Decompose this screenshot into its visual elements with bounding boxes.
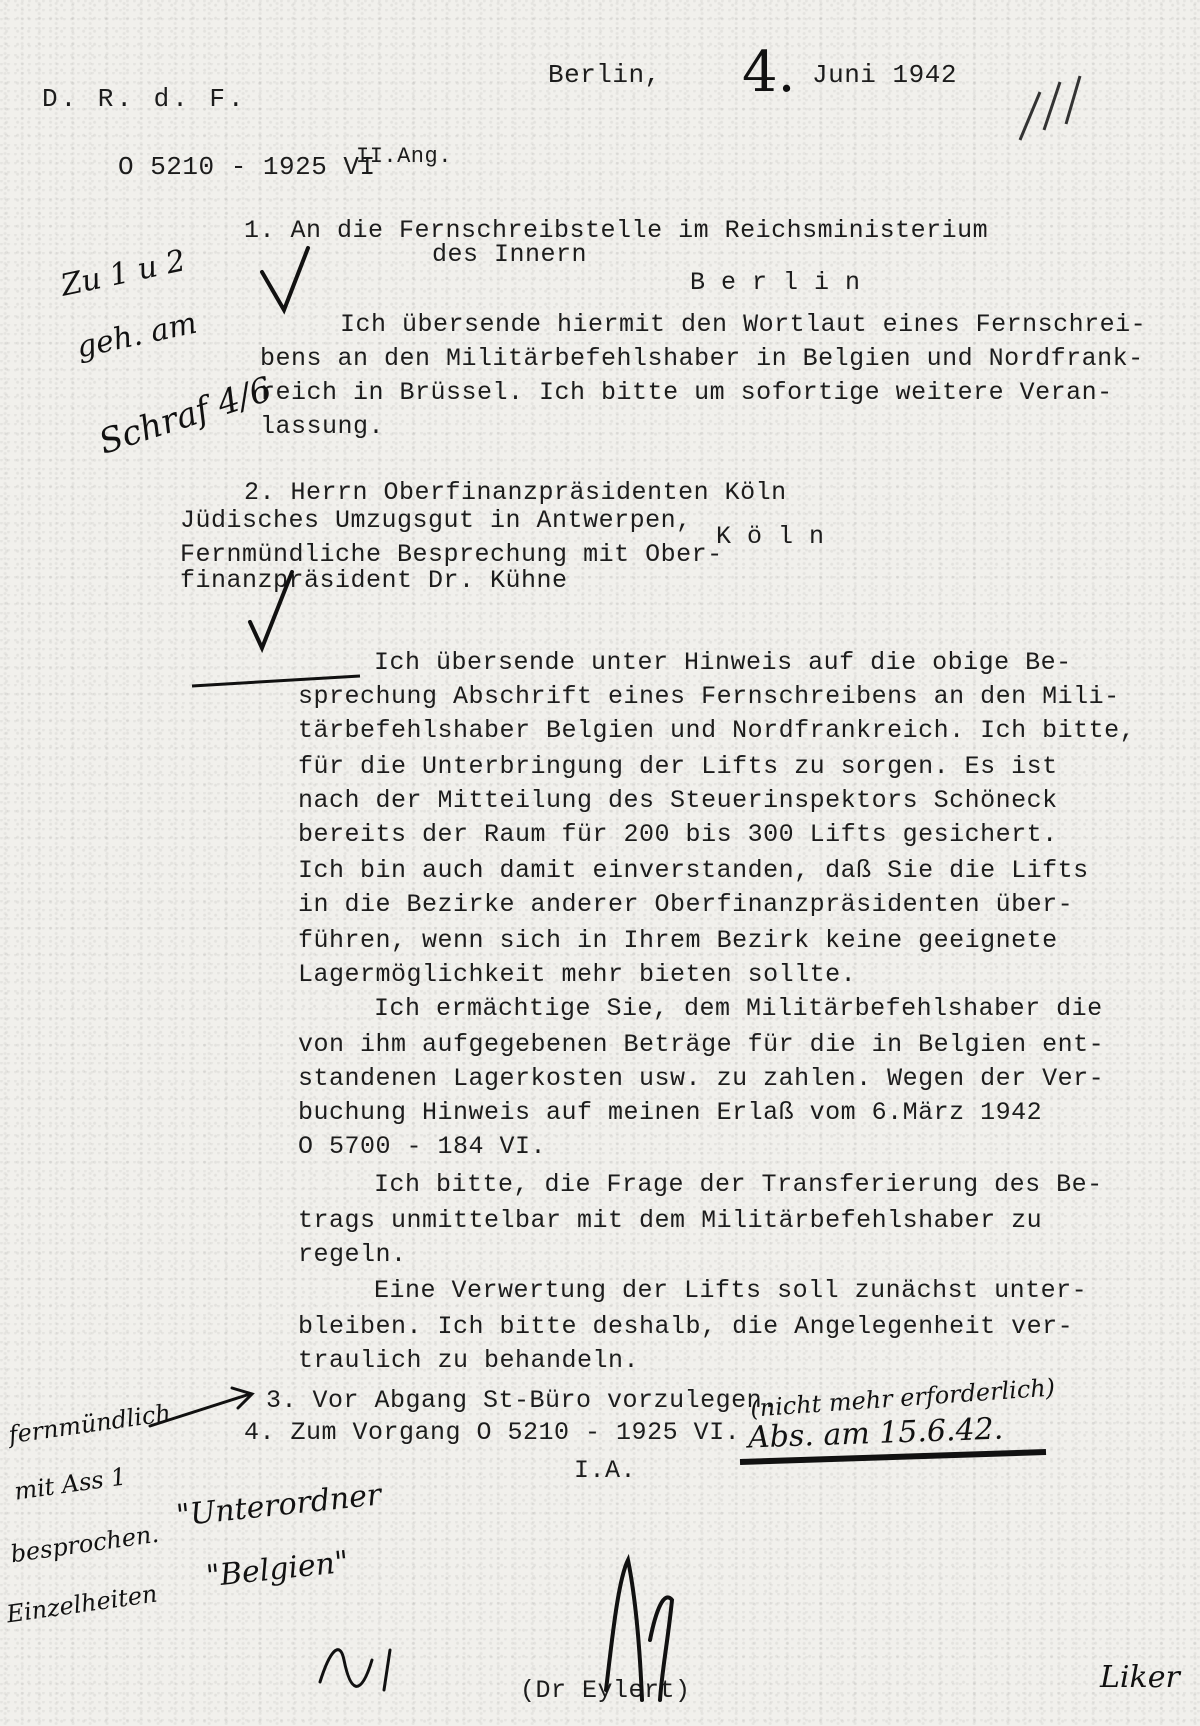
item1-body-line: lassung. (260, 412, 385, 441)
item1-heading: 1. An die Fernschreibstelle im Reichsministerium (244, 216, 989, 245)
item2-body-line: regeln. (298, 1240, 407, 1269)
item2-body-line: für die Unterbringung der Lifts zu sorgen. Es ist (298, 752, 1058, 781)
date-month-year: Juni 1942 (812, 60, 957, 90)
item1-city: B e r l i n (690, 268, 861, 297)
reference-number: O 5210 - 1925 VI (118, 152, 376, 182)
handwritten-note-bottom-middle: "Unterordner (174, 1477, 383, 1534)
arrow-icon (150, 1388, 252, 1426)
check-mark-icon (250, 572, 292, 648)
item2-body-line: Ich übersende unter Hinweis auf die obige Be- (374, 648, 1072, 677)
item4-line: 4. Zum Vorgang O 5210 - 1925 VI. (244, 1418, 741, 1447)
item2-body-line: Lagermöglichkeit mehr bieten sollte. (298, 960, 857, 989)
handwritten-initials-bottom-right: Liker (1100, 1660, 1180, 1695)
item1-body-line: bens an den Militärbefehlshaber in Belgien und Nordfrank- (260, 344, 1144, 373)
item2-body-line: tärbefehlshaber Belgien und Nordfrankreich. Ich bitte, (298, 716, 1136, 745)
initials-scribble (320, 1650, 390, 1690)
handwritten-note-left: Zu 1 u 2 (57, 243, 189, 304)
item2-body-line: O 5700 - 184 VI. (298, 1132, 547, 1161)
item2-body-line: Eine Verwertung der Lifts soll zunächst unter- (374, 1276, 1088, 1305)
handwritten-note-bottom-left: besprochen. (8, 1519, 161, 1569)
item2-body-line: von ihm aufgegebenen Beträge für die in Belgien ent- (298, 1030, 1105, 1059)
signature-scribble (606, 1560, 672, 1700)
check-mark-icon (262, 248, 308, 310)
item2-body-line: führen, wenn sich in Ihrem Bezirk keine geeignete (298, 926, 1058, 955)
item2-city: K ö l n (716, 522, 825, 551)
handwritten-note-bottom-middle: "Belgien" (204, 1544, 351, 1595)
handwritten-note-bottom-left: mit Ass 1 (12, 1462, 128, 1506)
item3-line: 3. Vor Abgang St-Büro vorzulegen. (266, 1386, 778, 1415)
sender-abbreviation: D. R. d. F. (42, 84, 247, 114)
item2-body-line: standenen Lagerkosten usw. zu zahlen. Wegen der Ver- (298, 1064, 1105, 1093)
handwritten-day: 4. (742, 40, 796, 105)
item2-subject-line: finanzpräsident Dr. Kühne (180, 566, 568, 595)
top-right-scribble (1020, 76, 1080, 140)
item2-body-line: buchung Hinweis auf meinen Erlaß vom 6.März 1942 (298, 1098, 1043, 1127)
item2-body-line: nach der Mitteilung des Steuerinspektors Schöneck (298, 786, 1058, 815)
item2-body-line: traulich zu behandeln. (298, 1346, 640, 1375)
attachment-label: II.Ang. (356, 144, 452, 169)
item2-body-line: Ich bitte, die Frage der Transferierung des Be- (374, 1170, 1103, 1199)
item2-heading: 2. Herrn Oberfinanzpräsidenten Köln (244, 478, 787, 507)
item2-body-line: bereits der Raum für 200 bis 300 Lifts gesichert. (298, 820, 1058, 849)
handwritten-note-left: geh. am (73, 305, 200, 366)
item1-body-line: reich in Brüssel. Ich bitte um sofortige weitere Veran- (260, 378, 1113, 407)
handwritten-note-not-required: (nicht mehr erforderlich) (749, 1373, 1056, 1423)
item2-body-line: Ich ermächtige Sie, dem Militärbefehlshaber die (374, 994, 1103, 1023)
signature-ia: I.A. (574, 1456, 637, 1485)
item2-body-line: bleiben. Ich bitte deshalb, die Angelegenheit ver- (298, 1312, 1074, 1341)
item2-body-line: trags unmittelbar mit dem Militärbefehlshaber zu (298, 1206, 1043, 1235)
item1-heading-line2: des Innern (432, 240, 588, 269)
item2-subject-line: Fernmündliche Besprechung mit Ober- (180, 540, 723, 569)
item1-body-line: Ich übersende hiermit den Wortlaut eines Fernschrei- (340, 310, 1147, 339)
handwritten-note-bottom-left: fernmündlich (6, 1398, 173, 1450)
handwritten-note-left: Schraf 4/6 (94, 369, 277, 463)
underline-mark (740, 1452, 1046, 1462)
item2-body-line: Ich bin auch damit einverstanden, daß Sie die Lifts (298, 856, 1089, 885)
item2-body-line: in die Bezirke anderer Oberfinanzpräsidenten über- (298, 890, 1074, 919)
handwritten-note-dispatched: Abs. am 15.6.42. (747, 1411, 1004, 1456)
place-label: Berlin, (548, 60, 661, 90)
item2-subject-line: Jüdisches Umzugsgut in Antwerpen, (180, 506, 692, 535)
item2-body-line: sprechung Abschrift eines Fernschreibens an den Mili- (298, 682, 1120, 711)
handwritten-note-bottom-left: Einzelheiten (4, 1579, 160, 1629)
signature-name: (Dr Eylert) (520, 1676, 691, 1705)
ruled-line (192, 676, 360, 686)
